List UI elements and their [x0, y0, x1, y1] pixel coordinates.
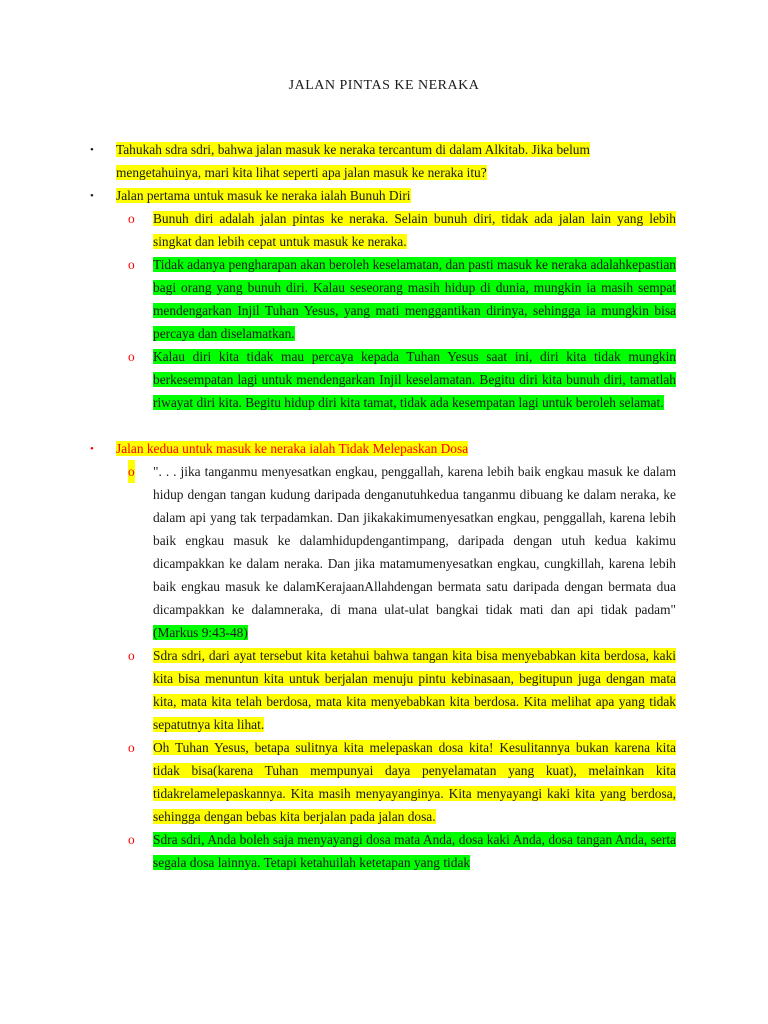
bullet-circle: o: [128, 211, 135, 226]
bullet-disc: •: [90, 144, 94, 156]
paragraph-text: Kalau diri kita tidak mau percaya kepada Tuhan Yesus saat ini, diri kita tidak mungkin berkesempatan lagi untuk mendengarkan Injil keselamatan. Begitu diri kita bunuh diri, tamatlah riwayat diri kita. Begitu hidup diri kita tamat, tidak ada kesempatan lagi untuk beroleh selamat.: [153, 349, 676, 410]
list-subitem: [0, 253, 676, 345]
list-subitem: [0, 736, 676, 828]
heading-way-one: Jalan pertama untuk masuk ke neraka ialah Bunuh Diri: [116, 188, 411, 203]
list-item-way-two: [0, 437, 676, 460]
document-body: [0, 138, 768, 874]
paragraph-text: Sdra sdri, Anda boleh saja menyayangi dosa mata Anda, dosa kaki Anda, dosa tangan Anda, serta segala dosa lainnya. Tetapi ketahuilah ketetapan yang tidak: [153, 832, 676, 870]
list-subitem-quote: [0, 460, 676, 644]
bullet-circle: o: [128, 740, 135, 755]
bullet-circle: o: [128, 349, 135, 364]
heading-way-two: Jalan kedua untuk masuk ke neraka ialah Tidak Melepaskan Dosa: [116, 441, 469, 456]
paragraph-text: Sdra sdri, dari ayat tersebut kita ketahui bahwa tangan kita bisa menyebabkan kita berdosa, kaki kita bisa menuntun kita untuk berjalan menuju pintu kebinasaan, begitupun juga dengan mata kita, mata kita telah berdosa, mata kita menyebabkan kita berdosa. Kita melihat apa yang tidak sepatutnya kita lihat.: [153, 648, 676, 732]
paragraph-text: Tahukah sdra sdri, bahwa jalan masuk ke neraka tercantum di dalam Alkitab. Jika belum mengetahuinya, mari kita lihat seperti apa jalan masuk ke neraka itu?: [116, 142, 590, 180]
scripture-quote: ". . . jika tanganmu menyesatkan engkau, penggallah, karena lebih baik engkau masuk ke dalam hidup dengan tangan kudung daripada denganutuhkedua tanganmu dibuang ke dalam neraka, ke dalam api yang tak terpadamkan. Dan jikakakimumenyesatkan engkau, penggallah, karena lebih baik engkau masuk ke dalamhidupdengantimpang, daripada dengan utuh kedua kakimu dicampakkan ke dalam neraka. Dan jika matamumenyesatkan engkau, cungkillah, karena lebih baik engkau masuk ke dalamKerajaanAllahdengan bermata satu daripada dengan bermata dua dicampakkan ke dalamneraka, di mana ulat-ulat bangkai tidak mati dan api tidak padam": [153, 464, 676, 617]
bullet-disc: •: [90, 190, 94, 202]
list-item-way-one: [0, 184, 676, 207]
paragraph-text: Oh Tuhan Yesus, betapa sulitnya kita melepaskan dosa kita! Kesulitannya bukan karena kita tidak bisa(karena Tuhan mempunyai daya penyelamatan yang kuat), melainkan kita tidakrelamelepaskannya. Kita masih menyayanginya. Kita menyayangi kaki kita yang berdosa, sehingga dengan bebas kita berjalan pada jalan dosa.: [153, 740, 676, 824]
list-subitem: [0, 345, 676, 414]
list-subitem: [0, 644, 676, 736]
list-item-intro: [0, 138, 676, 184]
document-title: JALAN PINTAS KE NERAKA: [288, 78, 480, 93]
paragraph-text: Bunuh diri adalah jalan pintas ke neraka. Selain bunuh diri, tidak ada jalan lain yang lebih singkat dan lebih cepat untuk masuk ke neraka.: [153, 211, 676, 249]
bullet-circle: o: [128, 257, 135, 272]
bullet-circle: o: [128, 648, 135, 663]
list-subitem: [0, 828, 676, 874]
paragraph-text: Tidak adanya pengharapan akan beroleh keselamatan, dan pasti masuk ke neraka adalahkepastian bagi orang yang bunuh diri. Kalau seseorang masih hidup di dunia, mungkin ia masih sempat mendengarkan Injil Tuhan Yesus, yang mati menggantikan dirinya, sehingga ia mungkin bisa percaya dan diselamatkan.: [153, 257, 676, 341]
bullet-circle: o: [128, 832, 135, 847]
list-subitem: [0, 207, 676, 253]
spacer: [0, 414, 768, 437]
bullet-circle: o: [128, 460, 135, 483]
scripture-reference: (Markus 9:43-48): [153, 625, 248, 640]
bullet-disc: •: [90, 443, 94, 455]
